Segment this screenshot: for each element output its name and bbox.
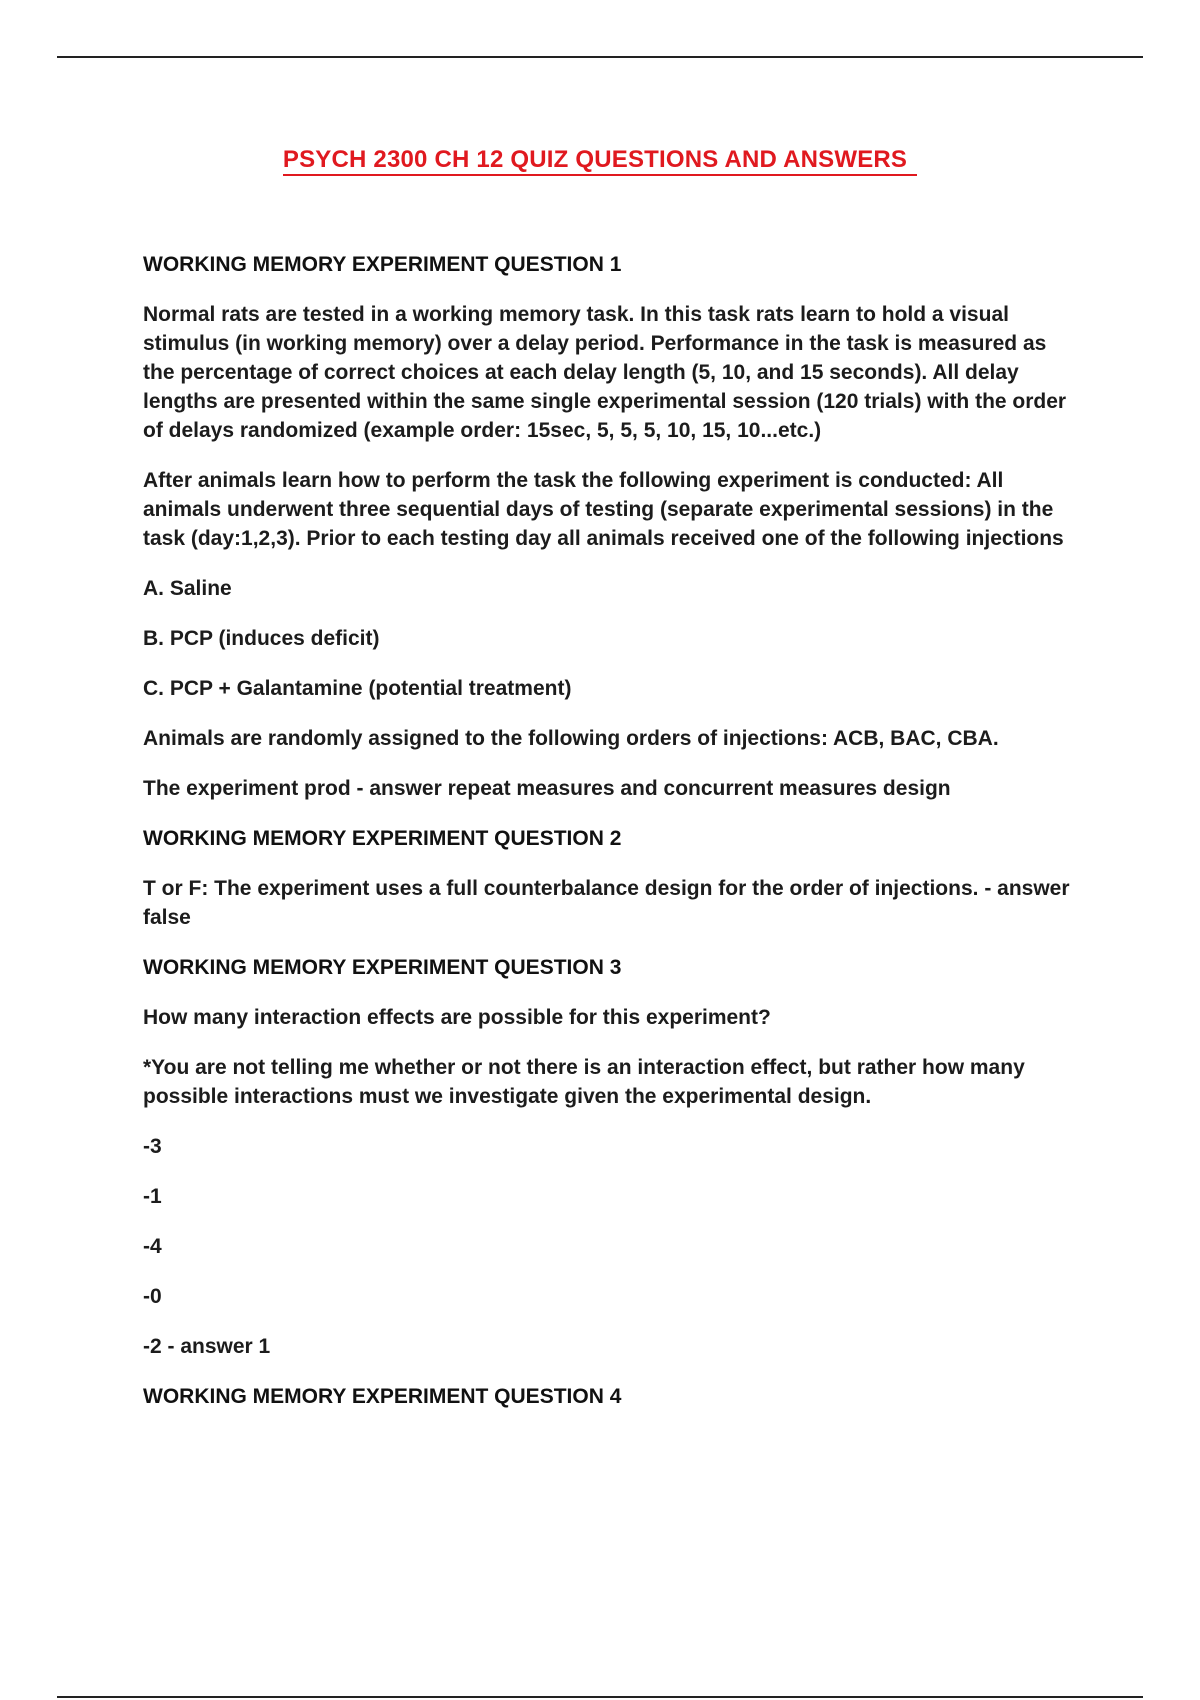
question-3-heading: WORKING MEMORY EXPERIMENT QUESTION 3 xyxy=(143,956,622,979)
question-3-note: *You are not telling me whether or not there is an interaction effect, but rather how many possible interactions must we investigate given the experimental design. xyxy=(143,1056,1025,1108)
document-title: PSYCH 2300 CH 12 QUIZ QUESTIONS AND ANSWERS xyxy=(283,146,917,176)
document-body xyxy=(143,250,1083,1432)
question-4-heading: WORKING MEMORY EXPERIMENT QUESTION 4 xyxy=(143,1385,622,1408)
choice-1: -1 xyxy=(143,1185,162,1208)
paragraph-task-description: Normal rats are tested in a working memory task. In this task rats learn to hold a visual stimulus (in working memory) over a delay period. Performance in the task is measured as the percentage of correct choices at each delay length (5, 10, and 15 seconds). All delay lengths are presented within the same single experimental session (120 trials) with the order of delays randomized (example order: 15sec, 5, 5, 5, 10, 15, 10...etc.) xyxy=(143,303,1067,442)
injection-option-a: A. Saline xyxy=(143,577,232,600)
choice-0: -0 xyxy=(143,1285,162,1308)
injection-option-c: C. PCP + Galantamine (potential treatment) xyxy=(143,677,572,700)
question-1-answer: The experiment prod - answer repeat measures and concurrent measures design xyxy=(143,777,951,800)
paragraph-experiment: After animals learn how to perform the task the following experiment is conducted: All animals underwent three sequential days of testing (separate experimental sessions) in the task (day:1,2,3). Prior to each testing day all animals received one of the following injections xyxy=(143,469,1064,550)
question-3-text: How many interaction effects are possible for this experiment? xyxy=(143,1006,771,1029)
bottom-rule xyxy=(57,1696,1143,1698)
question-2-text: T or F: The experiment uses a full counterbalance design for the order of injections. - answer false xyxy=(143,877,1070,929)
question-1-heading: WORKING MEMORY EXPERIMENT QUESTION 1 xyxy=(143,253,622,276)
choice-4: -4 xyxy=(143,1235,162,1258)
choice-2-answer: -2 - answer 1 xyxy=(143,1335,271,1358)
title-container xyxy=(0,146,1200,176)
choice-3: -3 xyxy=(143,1135,162,1158)
question-2-heading: WORKING MEMORY EXPERIMENT QUESTION 2 xyxy=(143,827,622,850)
paragraph-injection-orders: Animals are randomly assigned to the following orders of injections: ACB, BAC, CBA. xyxy=(143,727,999,750)
top-rule xyxy=(57,56,1143,58)
injection-option-b: B. PCP (induces deficit) xyxy=(143,627,380,650)
